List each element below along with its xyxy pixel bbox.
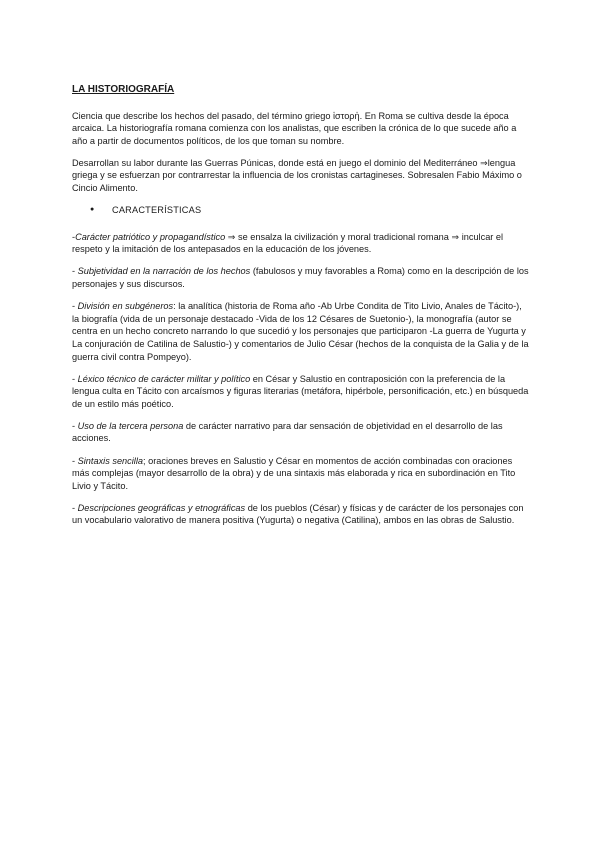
page-title: LA HISTORIOGRAFÍA [72, 84, 175, 95]
item-text: ; oraciones breves en Salustio y César en momentos de acción combinadas con oraciones más complejas (mayor desarrollo de la obra) y de una sintaxis más elaborada y rica en subordinación en Tito Livio y Tácito. [72, 455, 516, 491]
characteristic-item-3 [72, 300, 530, 363]
item-prefix: - [72, 266, 78, 277]
intro-paragraph-1: Ciencia que describe los hechos del pasado, del término griego ἱστορἡ. En Roma se cultiva desde la época arcaica. La historiografía romana comienza con los analistas, que escriben la crónica de lo que sucede año a año a partir de documentos políticos, de los que toman su nombre. [72, 110, 517, 146]
characteristic-item-2 [72, 265, 530, 290]
item-emphasis: Léxico técnico de carácter militar y político [77, 373, 251, 384]
item-emphasis: Descripciones geográficas y etnográficas [77, 502, 246, 513]
characteristic-item-5 [72, 420, 530, 445]
item-emphasis: División en subgéneros [77, 301, 174, 312]
item-text: ⇒ se ensalza la civilización y moral tradicional romana ⇒ inculcar el respeto y la imitación de los antepasados en la educación de los jóvenes. [72, 231, 504, 255]
item-prefix: - [72, 455, 78, 466]
characteristic-item-4 [72, 373, 530, 411]
item-prefix: - [72, 231, 76, 242]
section-heading: CARACTERÍSTICAS [112, 205, 202, 216]
item-text: : la analítica (historia de Roma año -Ab Urbe Condita de Tito Livio, Anales de Tácito-), la biografía (vida de un personaje destacado -Vida de los 12 Césares de Suetonio-), la monografía (autor se centra en un hecho concreto narrando lo que sucedió y los personajes que participaron -La guerra de Yugurta y La conjuración de Catilina de Salustio-) y comentarios de Julio César (hechos de la conquista de la Galia y de la guerra civil contra Pompeyo). [72, 301, 529, 362]
characteristic-item-6 [72, 455, 530, 493]
item-emphasis: Uso de la tercera persona [77, 420, 184, 431]
item-emphasis: Sintaxis sencilla [77, 455, 143, 466]
item-text: de carácter narrativo para dar sensación de objetividad en el desarrollo de las acciones. [72, 420, 503, 444]
item-text: (fabulosos y muy favorables a Roma) como en la descripción de los personajes y sus discursos. [72, 266, 529, 290]
item-text: de los pueblos (César) y físicas y de carácter de los personajes con un vocabulario valorativo de manera positiva (Yugurta) o negativa (Catilina), ambos en las obras de Salustio. [72, 502, 524, 526]
intro-paragraph-2: Desarrollan su labor durante las Guerras Púnicas, donde está en juego el dominio del Mediterráneo ⇒lengua griega y se esfuerzan por contrarrestar la influencia de los cronistas cartagineses. Sobresalen Fabio Máximo o Cincio Alimento. [72, 157, 522, 194]
characteristic-item-7 [72, 502, 530, 527]
document-body [72, 84, 530, 537]
item-text: en César y Salustio en contraposición con la preferencia de la lengua culta en Tácito con arcaísmos y figuras literarias (metáfora, hipérbole, personificación, etc.) en búsqueda de un estilo más poético. [72, 373, 529, 409]
item-emphasis: Subjetividad en la narración de los hechos [77, 266, 251, 277]
item-prefix: - [72, 373, 78, 384]
item-prefix: - [72, 502, 78, 513]
item-prefix: - [72, 420, 78, 431]
bullet-icon: ● [90, 206, 95, 214]
section-heading-row [72, 204, 530, 217]
item-emphasis: Carácter patriótico y propagandístico [75, 231, 226, 242]
characteristic-item-1 [72, 231, 530, 256]
item-prefix: - [72, 301, 78, 312]
